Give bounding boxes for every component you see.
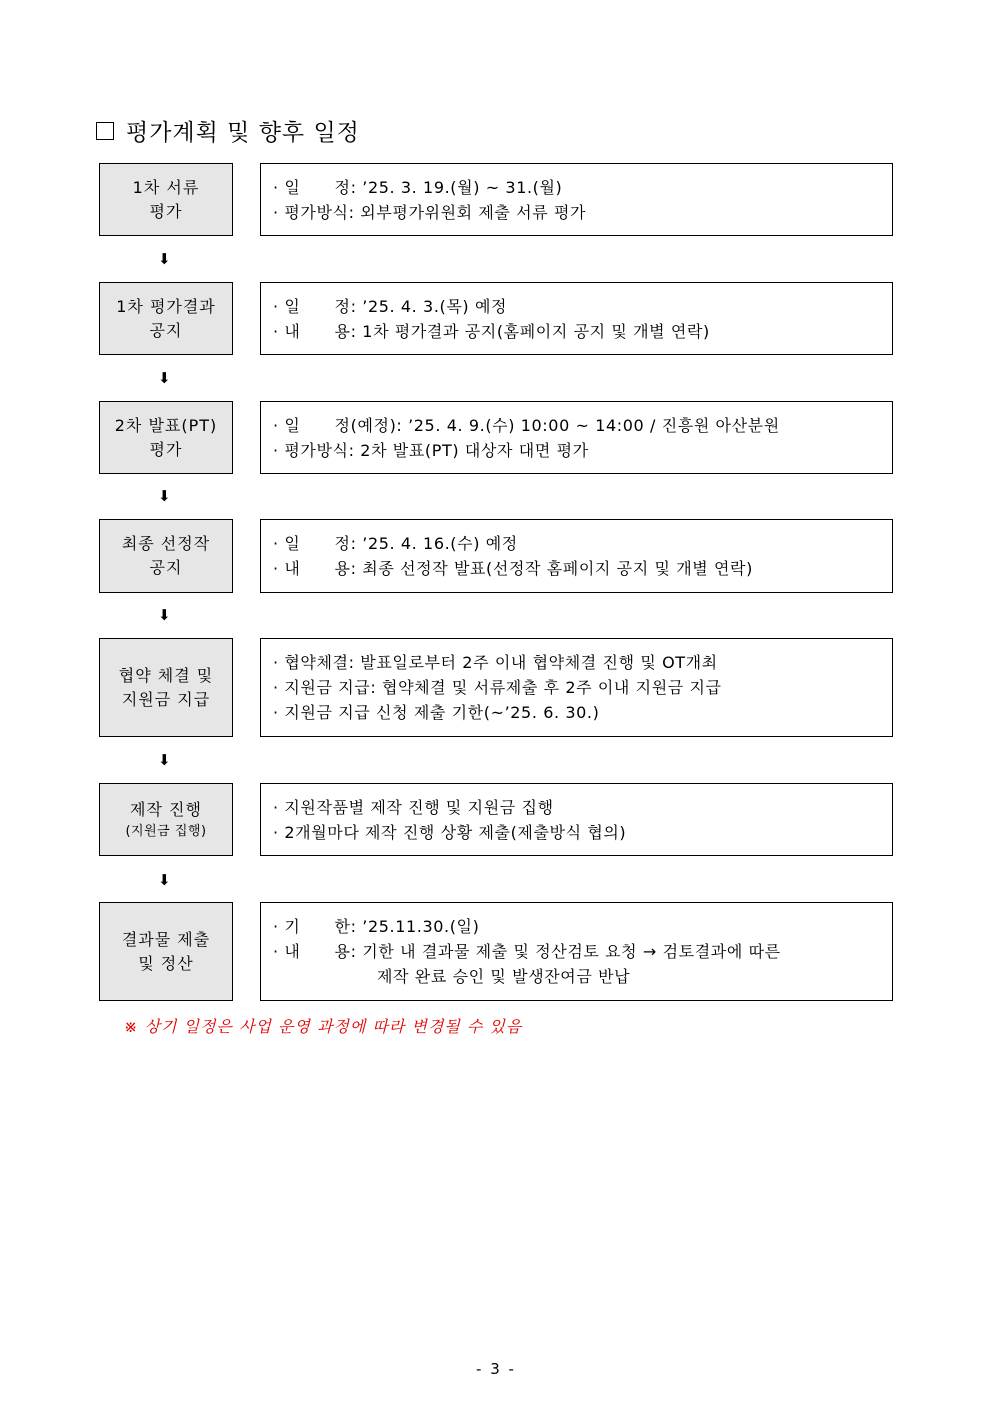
detail-line <box>273 438 880 463</box>
step-label: 지원금 지급 <box>121 689 211 709</box>
step-detail-box <box>260 519 893 593</box>
step-label: 1차 평가결과 <box>116 296 216 316</box>
schedule-step <box>99 401 893 474</box>
detail-key: · 내 용 <box>273 942 351 961</box>
detail-text: · 지원작품별 제작 진행 및 지원금 집행 <box>273 797 554 817</box>
schedule-step <box>99 519 893 593</box>
detail-text: : ’25. 3. 19.(월) ~ 31.(월) <box>350 177 563 197</box>
section-title <box>96 114 360 147</box>
detail-text: · 2개월마다 제작 진행 상황 제출(제출방식 협의) <box>273 822 627 842</box>
down-arrow-icon: ⬇ <box>158 250 171 268</box>
step-detail-box <box>260 401 893 474</box>
detail-text: : 2차 발표(PT) 대상자 대면 평가 <box>348 440 589 460</box>
step-label: 2차 발표(PT) <box>114 415 218 435</box>
step-label-box <box>99 282 233 355</box>
detail-line <box>273 650 880 675</box>
detail-text: (예정): ’25. 4. 9.(수) 10:00 ~ 14:00 / 진흥원 아산분원 <box>350 415 780 435</box>
detail-key: · 평가방식 <box>273 202 349 222</box>
detail-key: · 평가방식 <box>273 440 349 460</box>
detail-text: : ’25. 4. 3.(목) 예정 <box>350 296 508 316</box>
down-arrow-icon: ⬇ <box>158 871 171 889</box>
detail-key: · 내 용 <box>273 321 351 341</box>
step-label: 협약 체결 및 <box>118 665 214 685</box>
detail-text: · 협약체결: 발표일로부터 2주 이내 협약체결 진행 및 OT개최 <box>273 653 718 672</box>
detail-line <box>273 820 880 845</box>
step-detail-box <box>260 783 893 856</box>
detail-text: : 1차 평가결과 공지(홈페이지 공지 및 개별 연락) <box>350 321 710 341</box>
detail-line <box>273 556 880 581</box>
detail-line <box>273 413 880 438</box>
step-label: 공지 <box>149 320 183 340</box>
detail-key: · 일 정 <box>273 534 351 553</box>
detail-line <box>273 675 880 700</box>
section-title-text: 평가계획 및 향후 일정 <box>126 120 360 146</box>
detail-text: : ’25. 4. 16.(수) 예정 <box>350 534 518 553</box>
schedule-step <box>99 638 893 737</box>
detail-line <box>273 964 880 989</box>
detail-line <box>273 175 880 200</box>
detail-text: · 지원금 지급: 협약체결 및 서류제출 후 2주 이내 지원금 지급 <box>273 678 722 697</box>
detail-line <box>273 319 880 344</box>
detail-text: : 최종 선정작 발표(선정작 홈페이지 공지 및 개별 연락) <box>350 559 753 578</box>
step-label-box <box>99 163 233 236</box>
step-label: 공지 <box>149 558 183 577</box>
detail-line <box>273 294 880 319</box>
schedule-step <box>99 902 893 1001</box>
detail-line <box>273 795 880 820</box>
step-label: 1차 서류 <box>132 177 200 197</box>
schedule-note: ※ 상기 일정은 사업 운영 과정에 따라 변경될 수 있음 <box>124 1017 523 1036</box>
detail-key: · 기 한 <box>273 917 351 936</box>
step-label-box <box>99 638 233 737</box>
detail-line <box>273 700 880 725</box>
step-label: 결과물 제출 <box>121 929 211 949</box>
detail-text: : 외부평가위원회 제출 서류 평가 <box>348 202 587 222</box>
down-arrow-icon: ⬇ <box>158 487 171 505</box>
detail-key: · 일 정 <box>273 177 351 197</box>
detail-line <box>273 939 880 964</box>
down-arrow-icon: ⬇ <box>158 751 171 769</box>
detail-line <box>273 531 880 556</box>
step-sublabel: (지원금 집행) <box>125 823 207 839</box>
step-label-box <box>99 902 233 1001</box>
schedule-step <box>99 163 893 236</box>
step-detail-box <box>260 638 893 737</box>
step-label: 최종 선정작 <box>121 534 211 553</box>
detail-line <box>273 914 880 939</box>
step-label-box <box>99 401 233 474</box>
step-detail-box <box>260 163 893 236</box>
page-number: - 3 - <box>476 1360 516 1378</box>
step-detail-box <box>260 282 893 355</box>
detail-key: · 일 정 <box>273 296 351 316</box>
down-arrow-icon: ⬇ <box>158 369 171 387</box>
schedule-step <box>99 783 893 856</box>
down-arrow-icon: ⬇ <box>158 606 171 624</box>
detail-text: · 지원금 지급 신청 제출 기한(~’25. 6. 30.) <box>273 703 600 722</box>
detail-text: 제작 완료 승인 및 발생잔여금 반납 <box>377 967 631 986</box>
step-label: 평가 <box>149 201 183 221</box>
detail-key: · 내 용 <box>273 559 351 578</box>
schedule-step <box>99 282 893 355</box>
checkbox-square-icon <box>96 122 114 140</box>
step-label-box <box>99 519 233 593</box>
step-label: 평가 <box>149 439 183 459</box>
detail-line <box>273 200 880 225</box>
detail-key: · 일 정 <box>273 415 351 435</box>
step-detail-box <box>260 902 893 1001</box>
step-label-box <box>99 783 233 856</box>
detail-text: : 기한 내 결과물 제출 및 정산검토 요청 → 검토결과에 따른 <box>350 942 781 961</box>
step-label: 및 정산 <box>138 953 194 973</box>
detail-text: : ’25.11.30.(일) <box>350 917 480 936</box>
step-label: 제작 진행 <box>130 799 202 819</box>
